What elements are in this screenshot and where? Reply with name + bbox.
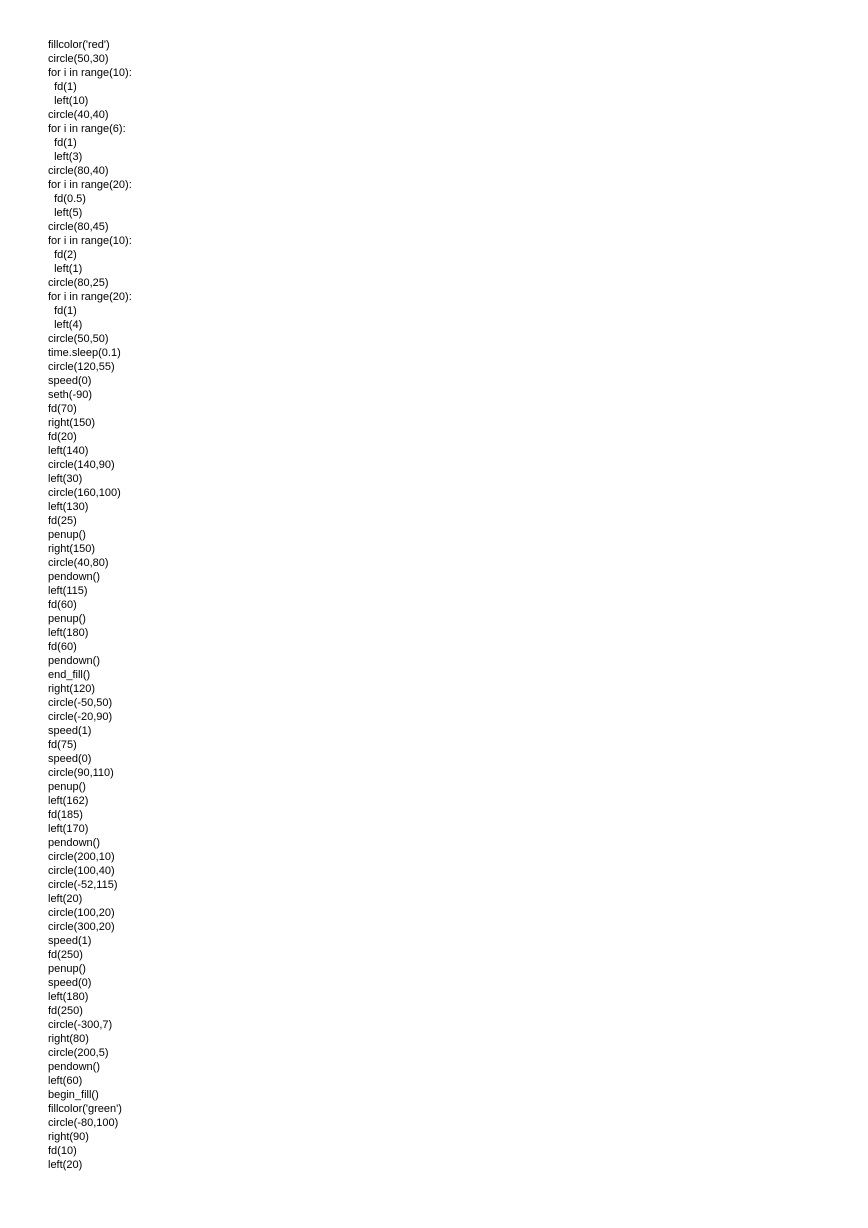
code-line: circle(-52,115) [48, 879, 118, 891]
code-line: circle(90,110) [48, 767, 114, 779]
code-line: fd(1) [48, 81, 77, 93]
code-line: penup() [48, 963, 86, 975]
code-line: circle(300,20) [48, 921, 115, 933]
code-line: penup() [48, 529, 86, 541]
code-line: fd(250) [48, 1005, 83, 1017]
code-line: circle(100,20) [48, 907, 115, 919]
code-line: fd(2) [48, 249, 77, 261]
code-line: fd(75) [48, 739, 77, 751]
code-line: fillcolor('red') [48, 39, 110, 51]
code-line: fd(20) [48, 431, 77, 443]
code-line: pendown() [48, 837, 100, 849]
code-line: circle(80,40) [48, 165, 109, 177]
code-line: fillcolor('green') [48, 1103, 122, 1115]
code-line: fd(60) [48, 641, 77, 653]
code-line: circle(100,40) [48, 865, 115, 877]
code-line: right(120) [48, 683, 96, 695]
code-line: left(162) [48, 795, 89, 807]
code-line: speed(0) [48, 753, 92, 765]
code-line: time.sleep(0.1) [48, 347, 121, 359]
code-line: left(30) [48, 473, 83, 485]
code-line: left(10) [48, 95, 89, 107]
code-line: circle(40,40) [48, 109, 109, 121]
code-line: penup() [48, 781, 86, 793]
code-line: penup() [48, 613, 86, 625]
code-line: circle(50,50) [48, 333, 109, 345]
code-line: left(140) [48, 445, 89, 457]
code-line: circle(-20,90) [48, 711, 113, 723]
code-line: fd(10) [48, 1145, 77, 1157]
code-line: for i in range(10): [48, 235, 132, 247]
code-line: speed(0) [48, 977, 92, 989]
code-line: circle(140,90) [48, 459, 115, 471]
code-line: fd(185) [48, 809, 83, 821]
code-listing [48, 38, 132, 1172]
code-line: for i in range(20): [48, 179, 132, 191]
code-line: fd(70) [48, 403, 77, 415]
code-line: left(130) [48, 501, 89, 513]
code-line: end_fill() [48, 669, 91, 681]
code-line: circle(80,45) [48, 221, 109, 233]
code-line: speed(0) [48, 375, 92, 387]
code-line: right(150) [48, 543, 96, 555]
code-line: fd(0.5) [48, 193, 86, 205]
code-line: left(20) [48, 1159, 83, 1171]
code-line: left(1) [48, 263, 83, 275]
code-line: begin_fill() [48, 1089, 99, 1101]
code-line: left(3) [48, 151, 83, 163]
code-line: fd(60) [48, 599, 77, 611]
code-line: speed(1) [48, 935, 92, 947]
code-line: pendown() [48, 655, 100, 667]
code-line: seth(-90) [48, 389, 93, 401]
code-line: fd(1) [48, 137, 77, 149]
code-line: fd(250) [48, 949, 83, 961]
code-line: for i in range(10): [48, 67, 132, 79]
code-line: circle(200,5) [48, 1047, 109, 1059]
code-line: fd(25) [48, 515, 77, 527]
code-line: circle(120,55) [48, 361, 115, 373]
code-line: left(115) [48, 585, 88, 597]
code-line: for i in range(6): [48, 123, 126, 135]
code-line: left(180) [48, 991, 89, 1003]
code-line: circle(-50,50) [48, 697, 113, 709]
code-line: fd(1) [48, 305, 77, 317]
code-line: left(5) [48, 207, 83, 219]
code-line: circle(-300,7) [48, 1019, 113, 1031]
code-line: circle(-80,100) [48, 1117, 119, 1129]
code-line: for i in range(20): [48, 291, 132, 303]
code-line: left(4) [48, 319, 83, 331]
code-line: left(60) [48, 1075, 83, 1087]
code-line: circle(40,80) [48, 557, 109, 569]
code-line: left(20) [48, 893, 83, 905]
code-line: pendown() [48, 1061, 100, 1073]
code-line: right(90) [48, 1131, 89, 1143]
code-line: right(150) [48, 417, 96, 429]
code-line: circle(80,25) [48, 277, 109, 289]
code-line: pendown() [48, 571, 100, 583]
code-line: left(180) [48, 627, 89, 639]
code-line: circle(200,10) [48, 851, 115, 863]
code-line: circle(160,100) [48, 487, 121, 499]
code-line: circle(50,30) [48, 53, 109, 65]
code-line: right(80) [48, 1033, 89, 1045]
code-line: left(170) [48, 823, 89, 835]
code-line: speed(1) [48, 725, 92, 737]
